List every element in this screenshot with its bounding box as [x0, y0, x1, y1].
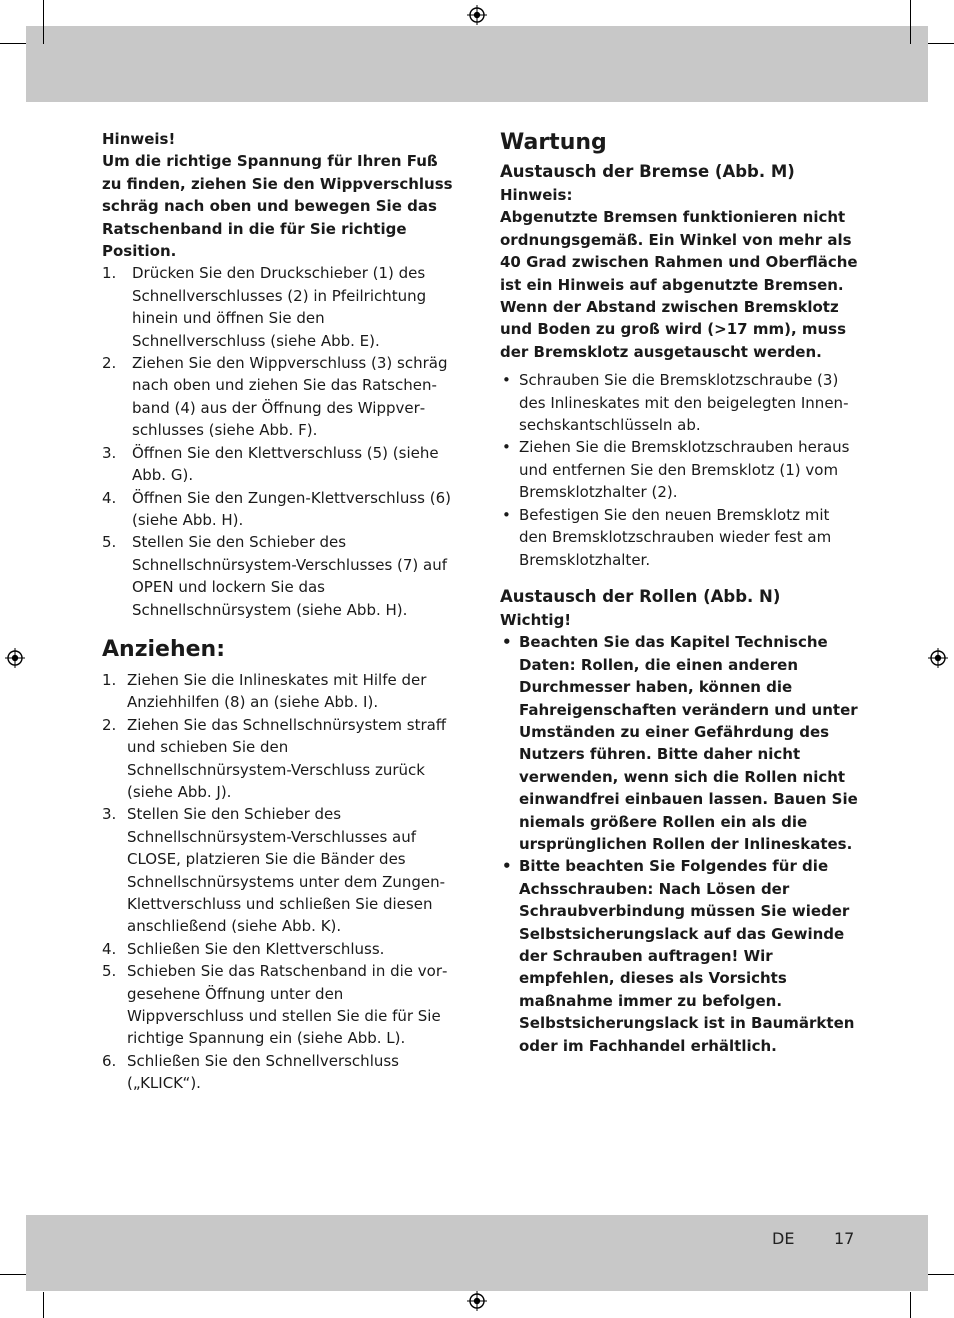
bullet-text: Schrauben Sie die Bremsklotzschraube (3) des Inlineskates mit den beigelegten Innensechskantschlüsseln ab. [519, 371, 849, 435]
bullet-icon: • [502, 371, 511, 390]
registration-mark-icon [467, 1291, 487, 1311]
right-column [500, 128, 858, 1057]
crop-mark [0, 1274, 26, 1275]
crop-mark [43, 0, 44, 44]
bremse-note-text: Abgenutzte Bremsen funktionieren nicht ordnungsgemäß. Ein Winkel von mehr als 40 Grad zwischen Rahmen und Oberfläche ist ein Hinweis auf abgenutzte Bremsen. Wenn der Abstand zwischen Bremsklotz und Boden zu groß wird (>17 mm), muss der Bremsklotz ausgetauscht werden. [500, 208, 858, 361]
list-item [500, 855, 858, 1057]
step-text: Schieben Sie das Ratschenband in die vorgesehene Öffnung unter den Wippverschluss und stellen Sie die für Sie richtige Spannung ein (siehe Abb. L). [127, 962, 448, 1048]
bullet-text: Ziehen Sie die Bremsklotzschrauben heraus und entfernen Sie den Bremsklotz (1) vom Bremsklotzhalter (2). [519, 438, 850, 502]
list-item [102, 1050, 454, 1095]
list-item [102, 669, 454, 714]
bullet-icon: • [502, 633, 512, 652]
step-text: Stellen Sie den Schieber des Schnellschnürsystem-Verschlusses auf CLOSE, platzieren Sie die Bänder des Schnellschnürsystems unter dem Zungen-Klettverschluss und schließen Sie diesen anschließend (siehe Abb. K). [127, 805, 446, 936]
bremse-note-title: Hinweis: [500, 186, 573, 204]
step-text: Schließen Sie den Schnellverschluss („KLICK“). [127, 1051, 399, 1093]
wartung-heading: Wartung [500, 130, 607, 155]
page-number: 17 [834, 1229, 855, 1248]
list-item [500, 504, 858, 571]
bullet-text: Bitte beachten Sie Folgendes für die Achsschrauben: Nach Lösen der Schraubverbindung müssen Sie wieder Selbstsicherungslack auf das Gewinde der Schrauben auftragen! Wir empfehlen, dieses als Vorsichts maßnahme immer zu befolgen. Selbstsicherungslack ist in Baumärkten oder im Fachhandel erhältlich. [519, 857, 855, 1055]
step-number: 2. [102, 715, 117, 734]
footer-language: DE [772, 1229, 795, 1248]
step-number: 1. [102, 670, 117, 689]
step-text: Ziehen Sie die Inlineskates mit Hilfe der Anziehhilfen (8) an (siehe Abb. I). [127, 670, 427, 712]
list-item [102, 487, 454, 532]
bullet-icon: • [502, 505, 511, 524]
rollen-bullet-list [500, 631, 858, 1057]
step-text: Drücken Sie den Druckschieber (1) des Schnellverschlusses (2) in Pfeilrichtung hinein und öffnen Sie den Schnellverschluss (siehe Abb. E). [132, 264, 427, 350]
rollen-heading: Austausch der Rollen (Abb. N) [500, 586, 781, 606]
list-item [102, 714, 454, 804]
step-number: 6. [102, 1051, 117, 1070]
list-item [500, 436, 858, 503]
crop-mark [910, 1292, 911, 1318]
crop-mark [910, 0, 911, 44]
left-column [102, 128, 454, 1095]
list-item [102, 531, 454, 621]
bremse-heading: Austausch der Bremse (Abb. M) [500, 162, 795, 181]
list-item [102, 442, 454, 487]
crop-mark [0, 43, 26, 44]
bullet-text: Befestigen Sie den neuen Bremsklotz mit den Bremsklotzschrauben wieder fest am Bremsklotzhalter. [519, 505, 832, 569]
step-number: 2. [102, 354, 117, 373]
step-number: 3. [102, 443, 117, 462]
step-number: 4. [102, 488, 117, 507]
registration-mark-icon [467, 5, 487, 25]
step-number: 3. [102, 805, 117, 824]
step-number: 5. [102, 533, 117, 552]
bremse-bullet-list [500, 369, 858, 571]
list-item [500, 631, 858, 855]
step-text: Öffnen Sie den Zungen-Klettverschluss (6) (siehe Abb. H). [132, 488, 451, 529]
list-item [500, 369, 858, 436]
note-text: Um die richtige Spannung für Ihren Fuß zu finden, ziehen Sie den Wippverschluss schräg nach oben und bewegen Sie das Ratschenband in die für Sie richtige Position. [102, 152, 453, 261]
anziehen-steps-list [102, 669, 454, 1095]
crop-mark [928, 43, 954, 44]
crop-mark [928, 1274, 954, 1275]
note-title: Hinweis! [102, 130, 176, 148]
list-item [102, 352, 454, 442]
bullet-text: Beachten Sie das Kapitel Technische Daten: Rollen, die einen anderen Durchmesser haben, können die Fahreigenschaften verändern und unter Umständen zu einer Gefährdung des Nutzers führen. Bitte daher nicht verwenden, wenn sich die Rollen nicht einwandfrei einbauen lassen. Bauen Sie niemals größere Rollen ein als die ursprünglichen Rollen der Inlineskates. [519, 633, 858, 853]
step-text: Ziehen Sie das Schnellschnürsystem straff und schieben Sie den Schnellschnürsystem-Verschluss zurück (siehe Abb. J). [127, 715, 447, 801]
crop-mark [43, 1292, 44, 1318]
rollen-note-title: Wichtig! [500, 610, 572, 629]
step-text: Schließen Sie den Klettverschluss. [127, 939, 385, 958]
step-number: 4. [102, 939, 117, 958]
list-item [102, 938, 454, 960]
bullet-icon: • [502, 438, 511, 457]
opening-steps-list [102, 262, 454, 621]
step-text: Öffnen Sie den Klettverschluss (5) (siehe Abb. G). [132, 443, 439, 485]
anziehen-heading: Anziehen: [102, 636, 225, 662]
bullet-icon: • [502, 857, 512, 876]
list-item [102, 803, 454, 937]
step-text: Stellen Sie den Schieber des Schnellschnürsystem-Verschlusses (7) auf OPEN und lockern Sie das Schnellschnürsystem (siehe Abb. H). [132, 533, 448, 619]
list-item [102, 960, 454, 1050]
registration-mark-icon [928, 648, 948, 668]
footer-band [26, 1215, 928, 1291]
step-number: 1. [102, 264, 117, 283]
registration-mark-icon [5, 648, 25, 668]
list-item [102, 262, 454, 352]
header-band [26, 26, 928, 102]
step-text: Ziehen Sie den Wippverschluss (3) schräg nach oben und ziehen Sie das Ratschenband (4) aus der Öffnung des Wippverschlusses (siehe Abb. F). [132, 354, 448, 440]
step-number: 5. [102, 962, 117, 981]
